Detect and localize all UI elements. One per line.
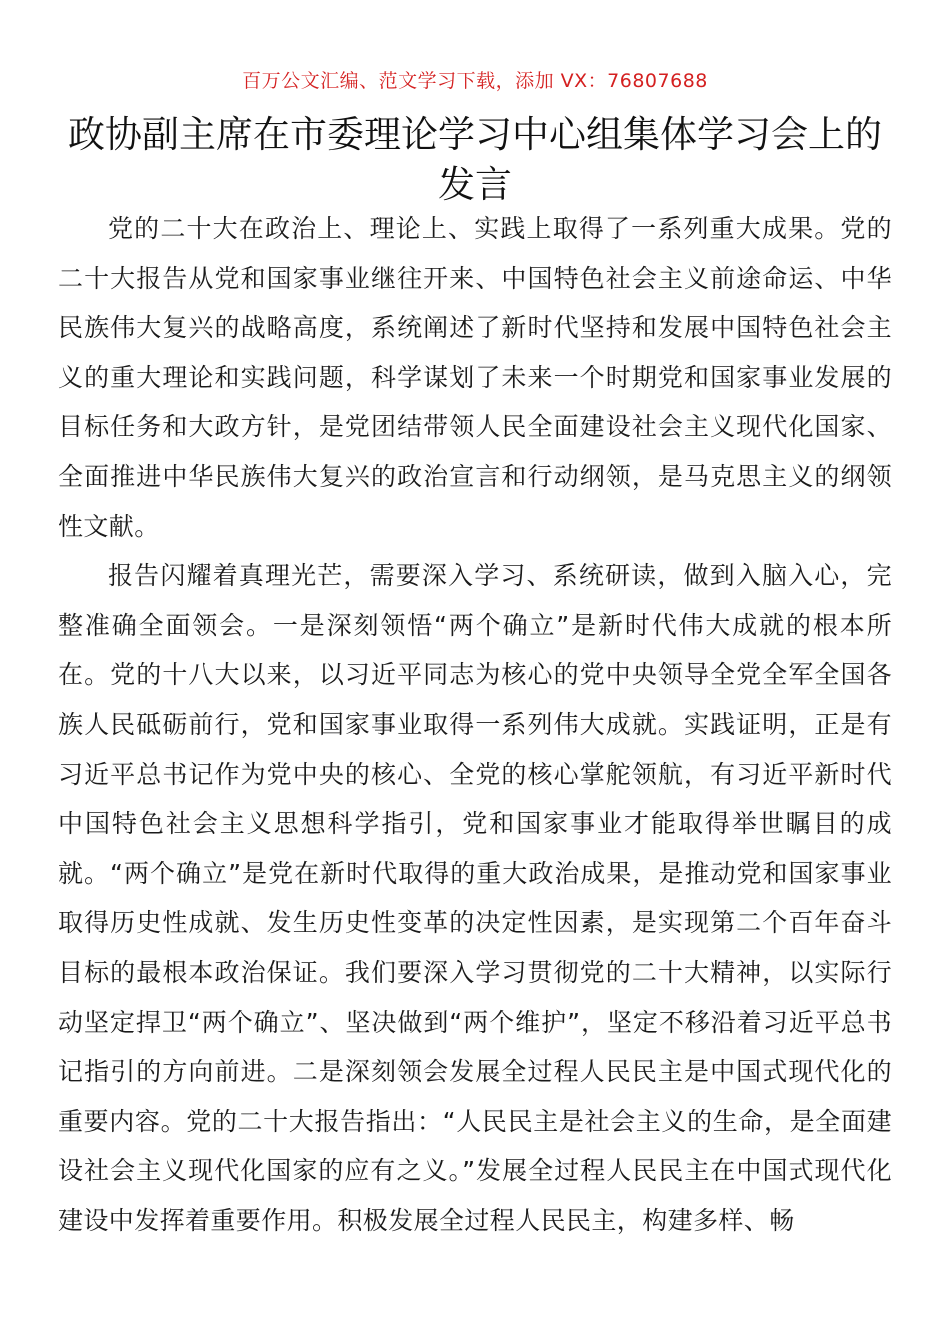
header-promo-note: 百万公文汇编、范文学习下载，添加 VX：76807688 (242, 70, 708, 92)
document-title: 政协副主席在市委理论学习中心组集体学习会上的发言 (68, 113, 882, 206)
body-paragraph-1: 党的二十大在政治上、理论上、实践上取得了一系列重大成果。党的二十大报告从党和国家事业继往开来、中国特色社会主义前途命运、中华民族伟大复兴的战略高度，系统阐述了新时代坚持和发展中国特色社会主义的重大理论和实践问题，科学谋划了未来一个时期党和国家事业发展的目标任务和大政方针，是党团结带领人民全面建设社会主义现代化国家、全面推进中华民族伟大复兴的政治宣言和行动纲领，是马克思主义的纲领性文献。 (58, 214, 892, 541)
document-body (58, 204, 892, 1245)
body-paragraph-2: 报告闪耀着真理光芒，需要深入学习、系统研读，做到入脑入心，完整准确全面领会。一是深刻领悟“两个确立”是新时代伟大成就的根本所在。党的十八大以来，以习近平同志为核心的党中央领导全党全军全国各族人民砥砺前行，党和国家事业取得一系列伟大成就。实践证明，正是有习近平总书记作为党中央的核心、全党的核心掌舵领航，有习近平新时代中国特色社会主义思想科学指引，党和国家事业才能取得举世瞩目的成就。“两个确立”是党在新时代取得的重大政治成果，是推动党和国家事业取得历史性成就、发生历史性变革的决定性因素，是实现第二个百年奋斗目标的最根本政治保证。我们要深入学习贯彻党的二十大精神，以实际行动坚定捍卫“两个确立”、坚决做到“两个维护”，坚定不移沿着习近平总书记指引的方向前进。二是深刻领会发展全过程人民民主是中国式现代化的重要内容。党的二十大报告指出：“人民民主是社会主义的生命，是全面建设社会主义现代化国家的应有之义。”发展全过程人民民主在中国式现代化建设中发挥着重要作用。积极发展全过程人民民主，构建多样、畅 (58, 561, 892, 1235)
